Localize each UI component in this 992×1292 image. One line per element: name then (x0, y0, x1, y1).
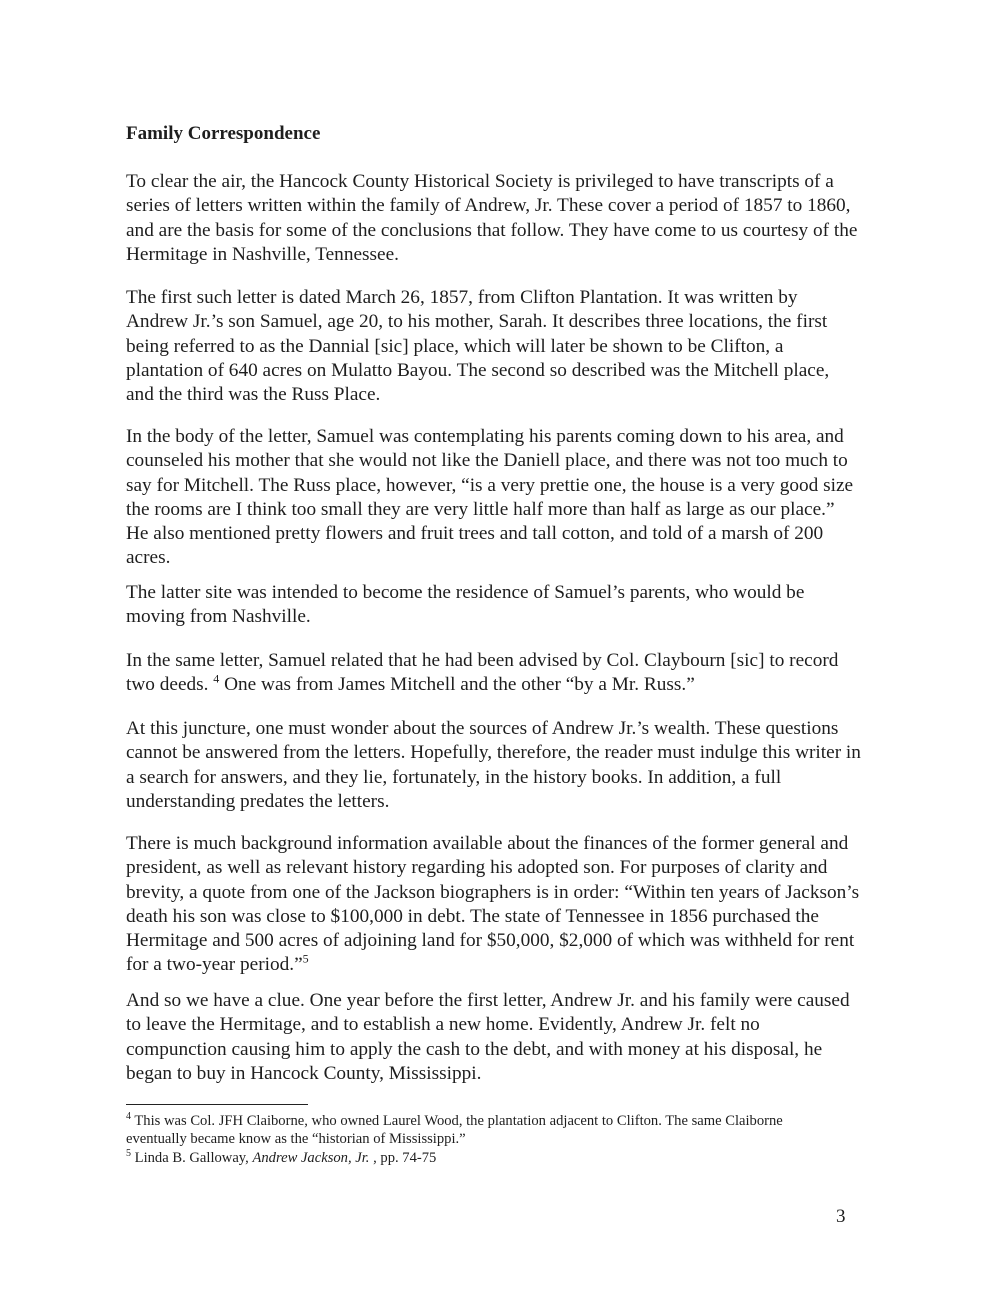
paragraph-deeds (126, 649, 861, 698)
paragraph-first-letter: The first such letter is dated March 26, 1857, from Clifton Plantation. It was written by Andrew Jr.’s son Samuel, age 20, to his mother, Sarah. It describes three locations, the first being referred to as the Dannial [sic] place, which will later be shown to be Clifton, a plantation of 640 acres on Mulatto Bayou. The second so described was the Mitchell place, and the third was the Russ Place. (126, 287, 830, 406)
footnote-ref-5: 5 (302, 952, 309, 967)
paragraph-wealth: At this juncture, one must wonder about the sources of Andrew Jr.’s wealth. These questions cannot be answered from the letters. Hopefully, therefore, the reader must indulge this writer in a search for answers, and they lie, fortunately, in the history books. In addition, a full understanding predates the letters. (126, 718, 861, 812)
footnote-number-4: 4 (126, 1111, 131, 1123)
paragraph-intro: To clear the air, the Hancock County Historical Society is privileged to have transcripts of a series of letters written within the family of Andrew, Jr. These cover a period of 1857 to 1860, and are the basis for some of the conclusions that follow. They have come to us courtesy of the Hermitage in Nashville, Tennessee. (126, 171, 858, 265)
footnote-4 (126, 1112, 826, 1148)
paragraph-finances-text: There is much background information available about the finances of the former general and president, as well as relevant history regarding his adopted son. For purposes of clarity and brevity, a quote from one of the Jackson biographers is in order: “Within ten years of Jackson’s death his son was close to $100,000 in debt. The state of Tennessee in 1856 purchased the Hermitage and 500 acres of adjoining land for $50,000, $2,000 of which was withheld for rent for a two-year period.” (126, 833, 860, 976)
paragraph-deeds-text-cont: One was from James Mitchell and the other “by a Mr. Russ.” (219, 674, 695, 696)
footnote-number-5: 5 (126, 1148, 131, 1160)
footnote-5-pages: , pp. 74-75 (369, 1150, 437, 1166)
paragraph-letter-body: In the body of the letter, Samuel was contemplating his parents coming down to his area, and counseled his mother that she would not like the Daniell place, and there was not too much to say for Mitchell. The Russ place, however, “is a very prettie one, the house is a very good size the rooms are I think too small they are very little half more than half as large as our place.” He also mentioned pretty flowers and fruit trees and tall cotton, and told of a marsh of 200 acres. (126, 426, 854, 569)
footnote-5-book-title: Andrew Jackson, Jr. (252, 1150, 370, 1166)
section-heading: Family Correspondence (126, 123, 321, 144)
footnote-ref-4: 4 (213, 671, 220, 686)
paragraph-residence: The latter site was intended to become the residence of Samuel’s parents, who would be moving from Nashville. (126, 582, 805, 628)
footnote-5 (126, 1149, 826, 1167)
footnote-5-text: Linda B. Galloway, (131, 1150, 253, 1166)
paragraph-deeds-text: In the same letter, Samuel related that he had been advised by Col. Claybourn [sic] to record two deeds. (126, 650, 839, 696)
footnote-4-text: This was Col. JFH Claiborne, who owned Laurel Wood, the plantation adjacent to Clifton. The same Claiborne eventually became know as the “historian of Mississippi.” (126, 1113, 783, 1147)
paragraph-finances (126, 832, 861, 978)
page-number: 3 (836, 1206, 846, 1227)
paragraph-clue: And so we have a clue. One year before the first letter, Andrew Jr. and his family were caused to leave the Hermitage, and to establish a new home. Evidently, Andrew Jr. felt no compunction causing him to apply the cash to the debt, and with money at his disposal, he began to buy in Hancock County, Mississippi. (126, 990, 850, 1084)
footnote-divider (126, 1104, 308, 1105)
